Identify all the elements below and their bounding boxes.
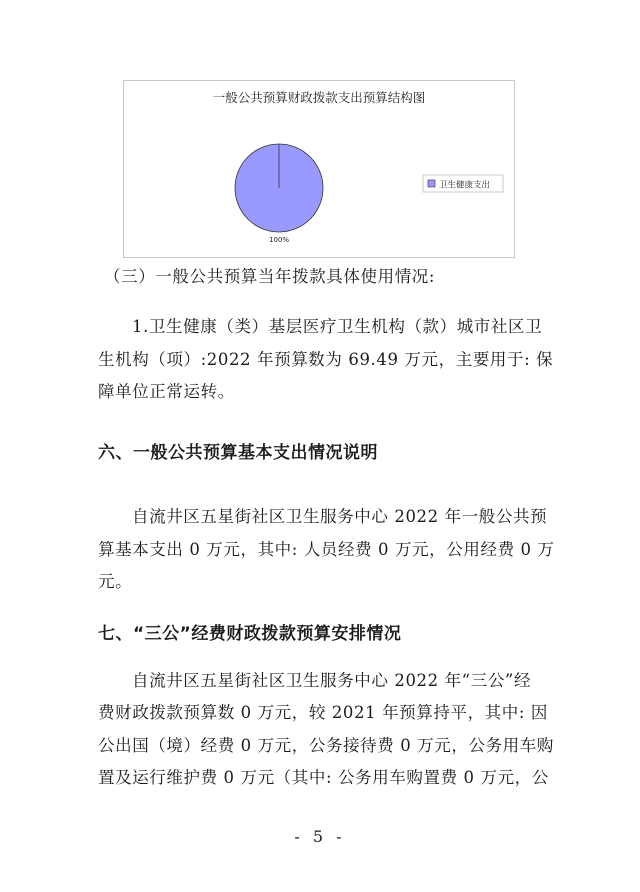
- para-7-line-2: 费财政拨款预算数 0 万元，较 2021 年预算持平，其中: 因: [98, 703, 548, 722]
- item-1-line-3: 障单位正常运转。: [98, 382, 235, 401]
- pie-chart-svg: [124, 81, 514, 257]
- para-6-line-2: 算基本支出 0 万元，其中: 人员经费 0 万元，公用经费 0 万: [98, 540, 555, 559]
- para-7-line-3: 公出国（境）经费 0 万元，公务接待费 0 万元，公务用车购: [98, 736, 554, 755]
- legend-swatch: [428, 180, 435, 187]
- slice-data-label: 100%: [268, 236, 290, 244]
- subsection-3-title: （三）一般公共预算当年拨款具体使用情况:: [104, 267, 436, 286]
- para-7-line-4: 置及运行维护费 0 万元（其中: 公务用车购置费 0 万元，公: [98, 768, 549, 787]
- heading-7: 七、“三公”经费财政拨款预算安排情况: [98, 624, 402, 644]
- item-1-line-2: 生机构（项）:2022 年预算数为 69.49 万元，主要用于: 保: [98, 350, 554, 369]
- heading-6: 六、一般公共预算基本支出情况说明: [98, 443, 378, 463]
- para-6-line-3: 元。: [98, 572, 133, 591]
- page-number: - 5 -: [294, 827, 346, 846]
- pie-slices: [235, 144, 323, 232]
- pie-chart: [123, 80, 515, 258]
- legend-entry: 卫生健康支出: [439, 180, 491, 191]
- chart-title: 一般公共预算财政拨款支出预算结构图: [212, 90, 426, 105]
- para-7-line-1: 自流井区五星街社区卫生服务中心 2022 年“三公”经: [132, 671, 532, 690]
- legend: [423, 175, 503, 192]
- item-1-line-1: 1.卫生健康（类）基层医疗卫生机构（款）城市社区卫: [132, 317, 543, 336]
- para-6-line-1: 自流井区五星街社区卫生服务中心 2022 年一般公共预: [132, 507, 548, 526]
